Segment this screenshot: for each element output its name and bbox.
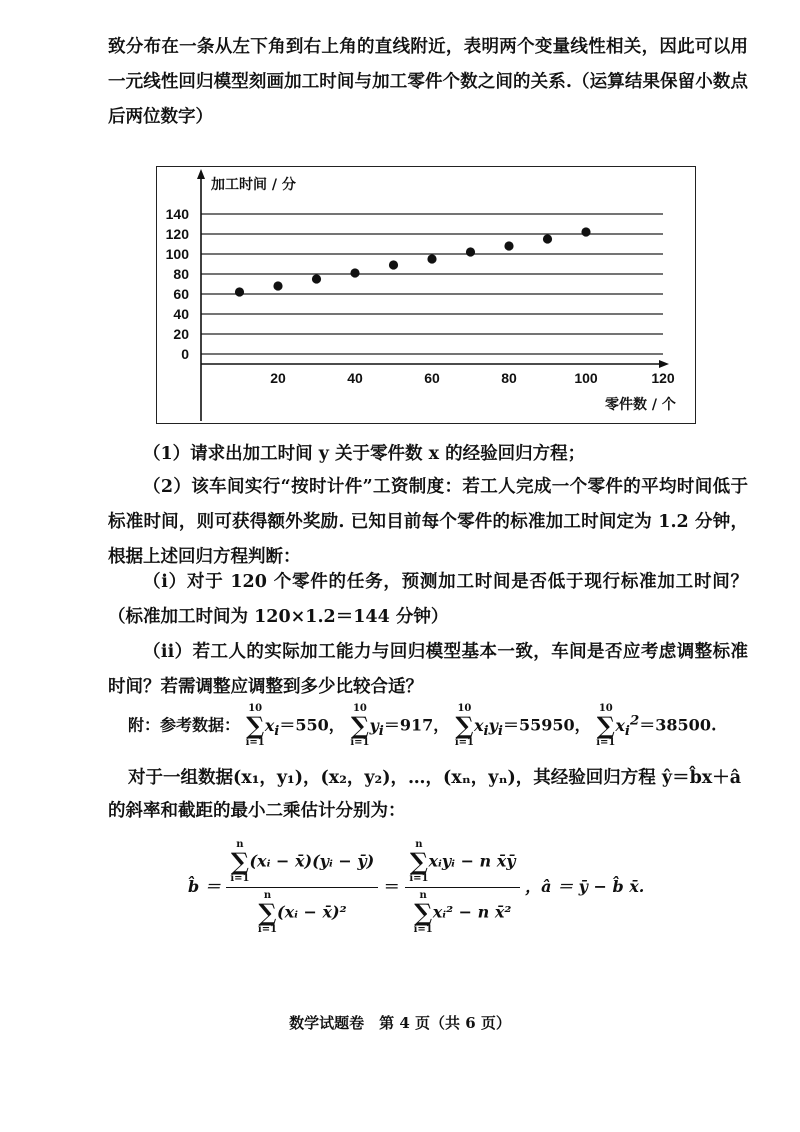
y-tick-label: 60 xyxy=(173,286,189,302)
grid-layer xyxy=(201,214,663,354)
regression-line-1: 对于一组数据(x₁，y₁)，(x₂，y₂)，…，(xₙ，yₙ)，其经验回归方程 ŷ＝b̂x＋â xyxy=(128,768,742,788)
x-axis-arrow xyxy=(659,360,669,368)
regression-line-2: 的斜率和截距的最小二乘估计分别为： xyxy=(108,801,406,821)
scatter-chart xyxy=(156,166,696,424)
y-tick-label: 100 xyxy=(165,246,189,262)
sum-xy-value: ＝55950， xyxy=(502,715,591,735)
x-tick-label: 100 xyxy=(574,370,598,386)
data-point xyxy=(350,268,359,277)
data-point xyxy=(312,274,321,283)
data-point xyxy=(427,254,436,263)
data-point xyxy=(389,260,398,269)
y-tick-label: 80 xyxy=(173,266,189,282)
question-2: （2）该车间实行“按时计件”工资制度：若工人完成一个零件的平均时间低于标准时间，则可获得额外奖励. 已知目前每个零件的标准加工时间定为 1.2 分钟，根据上述回归方程判断： xyxy=(108,477,748,567)
question-2-ii: （ii）若工人的实际加工能力与回归模型基本一致，车间是否应考虑调整标准时间？若需调整应调整到多少比较合适？ xyxy=(108,642,748,697)
denominator-2: xᵢ² − n x̄² xyxy=(432,902,512,922)
x-axis-label: 零件数 / 个 xyxy=(605,397,676,413)
sum-symbol: 10 ∑ i=1 xyxy=(596,703,616,748)
x-tick-label: 40 xyxy=(347,370,363,386)
sum-y-value: ＝917， xyxy=(383,715,450,735)
a-hat-formula: ，â ＝ ȳ − b̂ x̄. xyxy=(525,877,645,896)
y-tick-label: 40 xyxy=(173,306,189,322)
x-tick-label: 120 xyxy=(651,370,675,386)
fraction-1: n ∑ i=1 (xᵢ − x̄)(yᵢ − ȳ) n ∑ i=1 (xᵢ − x̄)² xyxy=(226,840,378,935)
data-point xyxy=(504,241,513,250)
tick-layer xyxy=(166,206,675,386)
y-tick-label: 20 xyxy=(173,326,189,342)
x-tick-label: 80 xyxy=(501,370,517,386)
fraction-2: n ∑ i=1 xᵢyᵢ − n x̄ȳ n ∑ i=1 xᵢ² − n x̄² xyxy=(405,840,519,935)
chart-svg xyxy=(157,167,697,425)
numerator-1: (xᵢ − x̄)(yᵢ − ȳ) xyxy=(249,851,375,871)
x-tick-label: 60 xyxy=(424,370,440,386)
x-tick-label: 20 xyxy=(270,370,286,386)
data-point xyxy=(273,281,282,290)
reference-data: 附：参考数据： 10 ∑ i=1 $x_i=550$， 10 ∑ i=1 $y_i=917$， 10 ∑ i=1 $x_iy_i=55950$， 10 ∑ i=1 $x_i^2=38500$. xyxy=(128,703,717,748)
y-tick-label: 0 xyxy=(181,346,189,362)
data-point xyxy=(581,227,590,236)
sum-symbol: 10 ∑ i=1 xyxy=(350,703,370,748)
sum-x2-value: ＝38500. xyxy=(639,715,717,735)
point-layer xyxy=(235,227,591,296)
numerator-2: xᵢyᵢ − n x̄ȳ xyxy=(428,851,516,871)
sum-symbol: 10 ∑ i=1 xyxy=(245,703,265,748)
question-1: （1）请求出加工时间 y 关于零件数 x 的经验回归方程； xyxy=(143,444,586,464)
sum-x-value: ＝550， xyxy=(279,715,345,735)
page-footer: 数学试题卷 第 4 页（共 6 页） xyxy=(289,1014,511,1032)
denominator-1: (xᵢ − x̄)² xyxy=(277,902,347,922)
sum-symbol: 10 ∑ i=1 xyxy=(454,703,474,748)
equals-sign: ＝ xyxy=(383,877,400,896)
question-2-i: （i）对于 120 个零件的任务，预测加工时间是否低于现行标准加工时间？（标准加工时间为 120×1.2＝144 分钟） xyxy=(108,572,748,627)
data-point xyxy=(466,247,475,256)
b-hat: b̂ ＝ xyxy=(188,877,221,896)
intro-paragraph: 致分布在一条从左下角到右上角的直线附近，表明两个变量线性相关，因此可以用一元线性回归模型刻画加工时间与加工零件个数之间的关系.（运算结果保留小数点后两位数字） xyxy=(108,37,748,127)
y-axis-label: 加工时间 / 分 xyxy=(211,177,296,193)
data-point xyxy=(235,287,244,296)
reference-prefix: 附：参考数据： xyxy=(128,715,241,735)
y-axis-arrow xyxy=(197,169,205,179)
least-squares-formula xyxy=(188,840,644,935)
y-tick-label: 140 xyxy=(165,206,189,222)
y-tick-label: 120 xyxy=(165,226,189,242)
data-point xyxy=(543,234,552,243)
